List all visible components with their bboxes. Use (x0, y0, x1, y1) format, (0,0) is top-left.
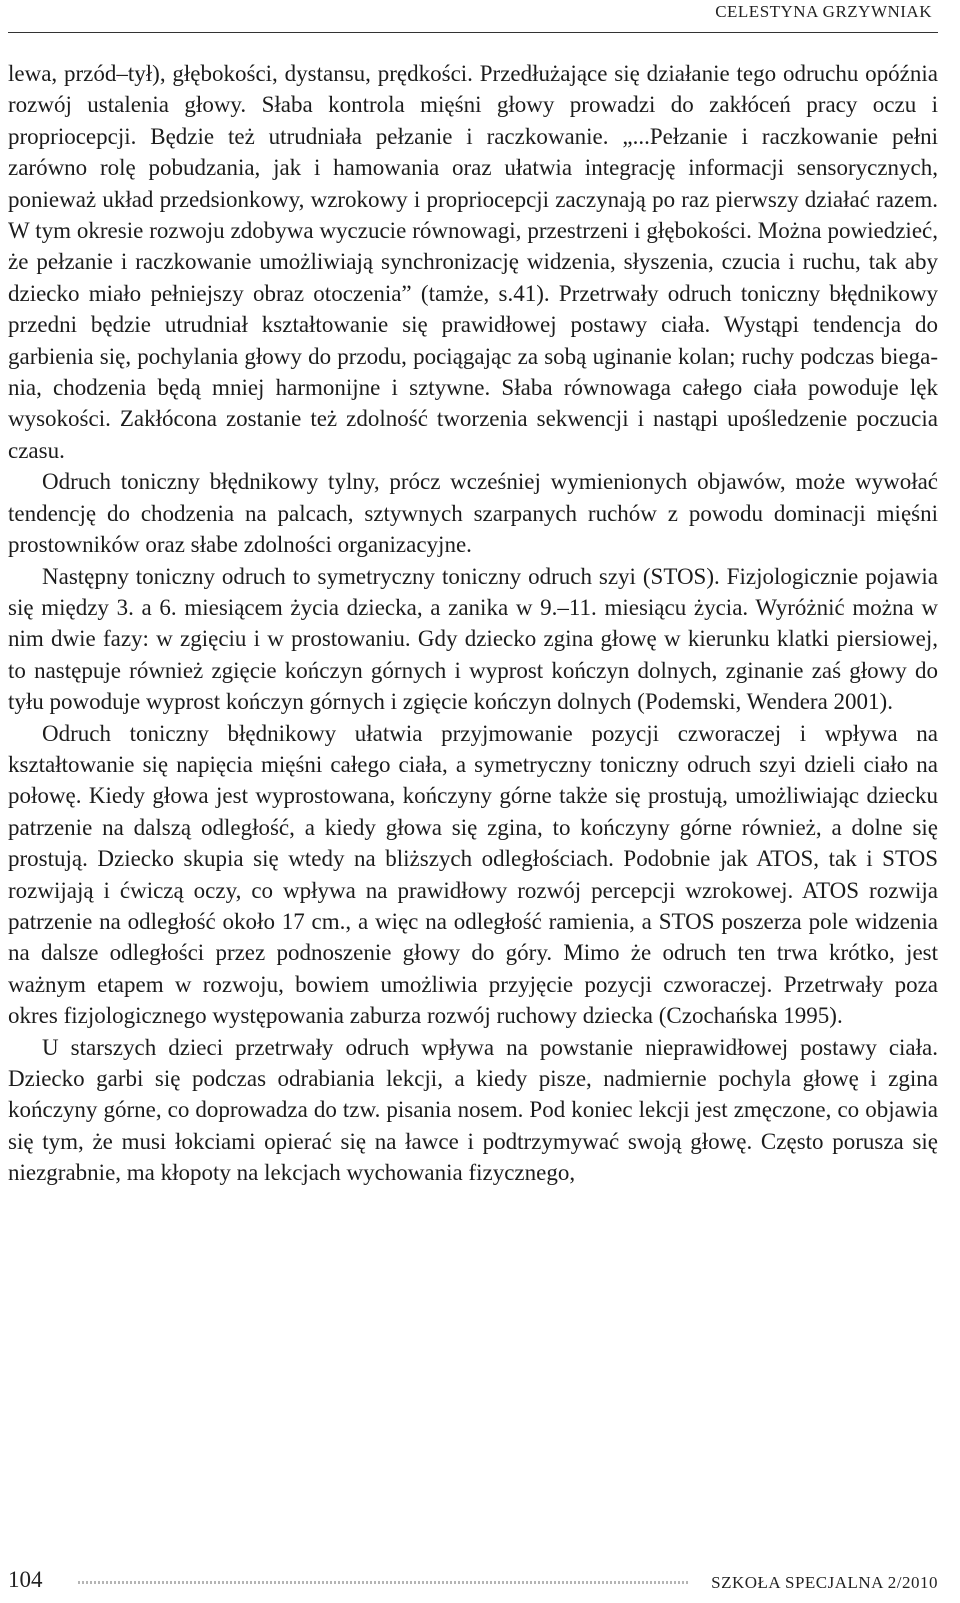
running-head: CELESTYNA GRZYWNIAK (715, 2, 932, 21)
paragraph-reflex-interaction: Odruch toniczny błędnikowy ułatwia przyjmowanie pozycji czworaczej i wpływa na kształtowanie się napięcia mięśni całego ciała, a symetryczny toniczny odruch szyi dzieli ciało na połowę. Kiedy głowa jest wyprostowana, kończyny górne także się prostują, umożliwiając dziecku patrzenie na dalszą odległość, a kiedy głowa się zgina, to kończyny górne również, a dolne się prostują. Dziecko skupia się wtedy na bliższych odległościach. Podobnie jak ATOS, tak i STOS rozwijają i ćwiczą oczy, co wpływa na prawidłowy rozwój percepcji wzrokowej. ATOS rozwija patrzenie na odległość około 17 cm., a więc na odległość ramienia, a STOS poszerza pole widzenia na dalsze odległości przez podnoszenie głowy do góry. Mimo że odruch ten trwa krótko, jest ważnym etapem w rozwoju, bowiem umożliwia przyjęcie pozycji czworaczej. Przetrwały poza okres fizjologicznego występowania zaburza rozwój ruchowy dziecka (Czochańska 1995). (8, 720, 938, 1029)
paragraph-stos-definition: Następny toniczny odruch to symetryczny toniczny odruch szyi (STOS). Fizjologicznie pojawia się między 3. a 6. miesiącem życia dziecka, a zanika w 9.–11. miesiącu życia. Wyróżnić można w nim dwie fazy: w zgięciu i w prostowaniu. Gdy dziecko zgina głowę w kierunku klatki piersiowej, to następuje również zgięcie kończyn górnych i wyprost kończyn dolnych, zginanie zaś głowy do tyłu powoduje wyprost kończyn górnych i zgięcie kończyn dolnych (Podemski, Wendera 2001). (8, 563, 938, 715)
page-number: 104 (8, 1567, 43, 1592)
footer-dotted-rule (78, 1581, 688, 1584)
body-text (8, 58, 938, 1189)
paragraph-older-children: U starszych dzieci przetrwały odruch wpływa na powstanie nieprawidłowej postawy ciała. Dziecko garbi się podczas odrabiania lekcji, a kiedy pisze, nadmiernie pochyla głowę i zgina kończyny górne, co doprowadza do tzw. pisania nosem. Pod koniec lekcji jest zmęczone, co objawia się tym, że musi łokciami opierać się na ławce i podtrzymywać swoją głowę. Często porusza się niezgrabnie, ma kłopoty na lekcjach wychowania fizycznego, (8, 1034, 938, 1186)
paragraph-posterior-labyrinthine-reflex: Odruch toniczny błędnikowy tylny, prócz wcześniej wymienionych objawów, może wywołać tendencję do chodzenia na palcach, sztywnych szarpanych ruchów z powodu dominacji mięśni prostowników oraz słabe zdolności organizacyjne. (8, 469, 938, 558)
page-footer (8, 1563, 938, 1593)
paragraph-continuation: lewa, przód–tył), głębokości, dystansu, prędkości. Przedłużające się działanie tego odruchu opóźnia rozwój ustalenia głowy. Słaba kontrola mięśni głowy prowadzi do zakłóceń pracy oczu i propriocepcji. Będzie też utrudniała pełzanie i raczkowanie. „...Pełzanie i raczkowanie pełni zarówno rolę pobudzania, jak i hamowania oraz ułatwia integrację informacji sensorycznych, ponieważ układ przedsionkowy, wzrokowy i propriocepcji zaczynają po raz pierwszy działać razem. W tym okresie rozwoju zdobywa wyczucie równowagi, przestrzeni i głębokości. Można powiedzieć, że pełzanie i raczkowanie umożliwiają synchronizację widzenia, słyszenia, czucia i ruchu, tak aby dziecko miało pełniejszy obraz otoczenia” (tamże, s.41). Przetrwały odruch toniczny błędnikowy przedni będzie utrudniał kształtowanie się prawidłowej postawy ciała. Wystąpi tendencja do garbienia się, pochylania głowy do przodu, pociągając za sobą uginanie kolan; ruchy podczas biegania, chodzenia będą mniej harmonijne i sztywne. Słaba równowaga całego ciała powoduje lęk wysokości. Zakłócona zostanie też zdolność tworzenia sekwencji i nastąpi upośledzenie poczucia czasu. (8, 61, 938, 463)
journal-issue: SZKOŁA SPECJALNA 2/2010 (711, 1573, 938, 1592)
header-rule (8, 32, 938, 33)
